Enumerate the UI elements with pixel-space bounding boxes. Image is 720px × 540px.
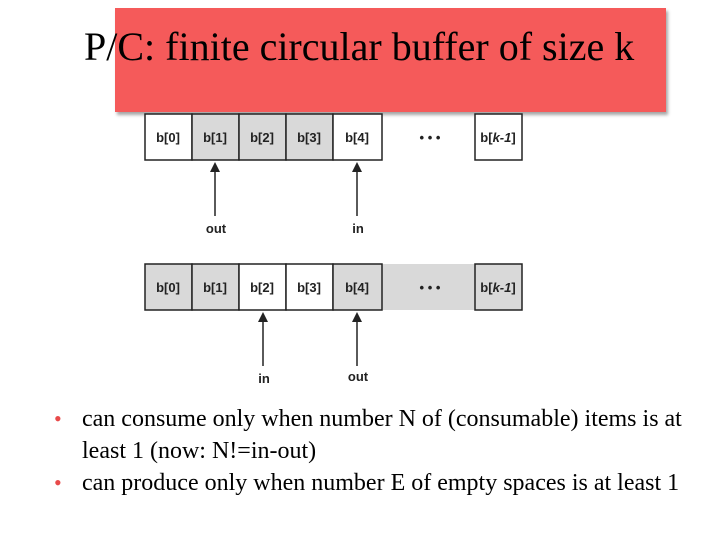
- top-out-label: out: [205, 221, 227, 236]
- bottom-label-b1: b[1]: [203, 280, 227, 295]
- bottom-label-b2: b[2]: [250, 280, 274, 295]
- bottom-buffer: [145, 264, 522, 386]
- top-in-label: in: [352, 221, 364, 236]
- slide-title: P/C: finite circular buffer of size k: [84, 24, 635, 69]
- bullet-item: [54, 467, 694, 499]
- top-label-bk1: b[k-1]: [480, 130, 516, 145]
- bottom-label-bk1: b[k-1]: [480, 280, 516, 295]
- bullet-list: [54, 403, 694, 499]
- top-buffer: [145, 114, 522, 236]
- top-label-b2: b[2]: [250, 130, 274, 145]
- top-label-b4: b[4]: [345, 130, 369, 145]
- bullet-item: [54, 403, 694, 467]
- bottom-label-b4: b[4]: [345, 280, 369, 295]
- top-label-b1: b[1]: [203, 130, 227, 145]
- top-ellipsis: • • •: [419, 130, 441, 145]
- bottom-label-b3: b[3]: [297, 280, 321, 295]
- top-label-b3: b[3]: [297, 130, 321, 145]
- top-label-b0: b[0]: [156, 130, 180, 145]
- bottom-in-label: in: [258, 371, 270, 386]
- bullet-text: can consume only when number N of (consumable) items is at least 1 (now: N!=in-out): [82, 406, 682, 464]
- bottom-ellipsis: • • •: [419, 280, 441, 295]
- bullet-text: can produce only when number E of empty spaces is at least 1: [82, 470, 680, 496]
- bottom-out-label: out: [347, 369, 369, 384]
- bottom-label-b0: b[0]: [156, 280, 180, 295]
- bullet-icon: •: [54, 470, 62, 495]
- bullet-icon: •: [54, 406, 62, 431]
